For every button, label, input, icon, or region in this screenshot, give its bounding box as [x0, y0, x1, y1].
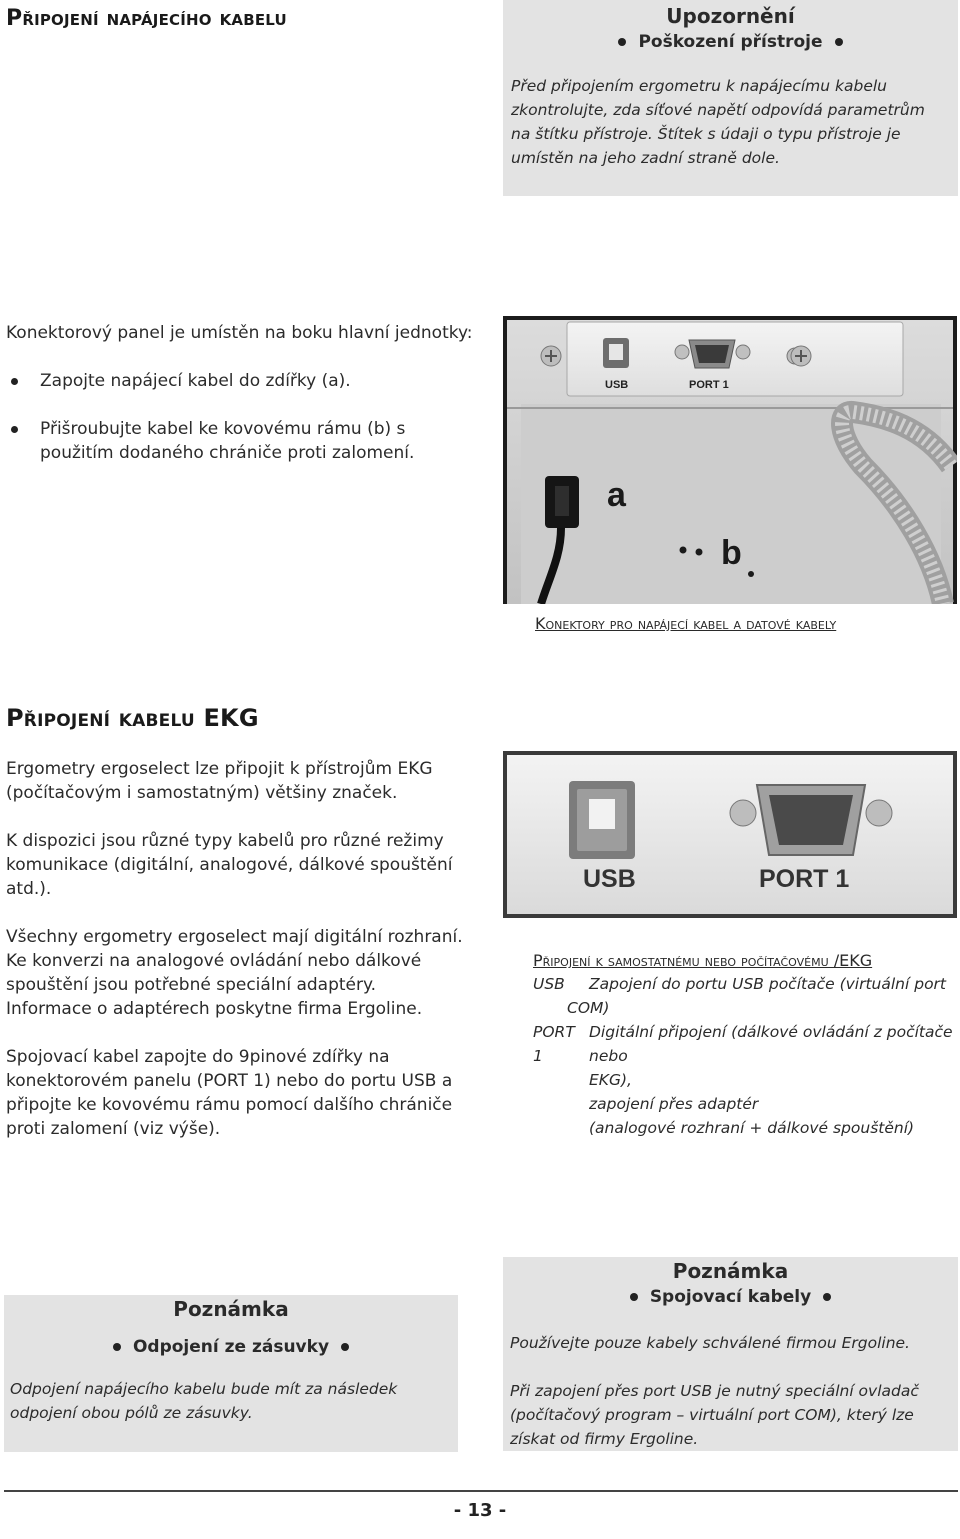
list-item: Zapojte napájecí kabel do zdířky (a).	[6, 369, 466, 393]
connector-panel-intro: Konektorový panel je umístěn na boku hlavní jednotky:	[6, 323, 473, 343]
connection-row-usb	[533, 972, 958, 996]
section-heading-ekg-cable: Připojení kabelu EKG	[6, 704, 259, 732]
note-title: Poznámka	[173, 1297, 289, 1321]
paragraph: Spojovací kabel zapojte do 9pinové zdířky na konektorovém panelu (PORT 1) nebo do portu USB a připojte ke kovovému rámu pomocí dalšího chrániče proti zalomení (viz výše).	[6, 1047, 453, 1139]
connection-row-port1-cont	[533, 1116, 958, 1140]
paragraph: Ergometry ergoselect lze připojit k přístrojům EKG (počítačovým i samostatným) většiny značek.	[6, 759, 433, 803]
port1-label: PORT 1	[689, 379, 729, 391]
bullet-dot-icon	[630, 1293, 638, 1301]
footer-divider	[4, 1490, 958, 1492]
connection-value: EKG),	[589, 1071, 632, 1089]
usb-label: USB	[605, 379, 629, 391]
note-title: Poznámka	[672, 1259, 789, 1283]
connection-value: Digitální připojení (dálkové ovládání z počítače nebo	[589, 1023, 953, 1065]
ekg-body-text	[6, 757, 466, 1165]
note-text: Při zapojení přes port USB je nutný speciální ovladač (počítačový program – virtuální port COM), který lze získat od firmy Ergoline.	[510, 1382, 919, 1448]
bullet-dot-icon	[618, 38, 626, 46]
paragraph: K dispozici jsou různé typy kabelů pro různé režimy komunikace (digitální, analogové, dálkové spouštění atd.).	[6, 831, 453, 899]
connector-panel-photo	[503, 316, 957, 604]
connector-bullet-list	[6, 369, 466, 465]
ports-closeup-photo-graphic	[503, 751, 957, 918]
connection-row-port1-cont	[533, 1092, 958, 1116]
note-text: Používejte pouze kabely schválené firmou Ergoline.	[510, 1334, 910, 1352]
connection-row-port1-cont	[533, 1068, 958, 1092]
bullet-dot-icon	[835, 38, 843, 46]
connection-key: USB	[533, 975, 565, 993]
bullet-dot-icon	[113, 1343, 121, 1351]
connection-key: PORT 1	[533, 1023, 575, 1065]
warning-box	[503, 0, 958, 196]
page-number: - 13 -	[453, 1500, 507, 1521]
photo-caption: Konektory pro napájecí kabel a datové kabely	[535, 614, 837, 633]
usb-label: USB	[583, 865, 636, 893]
note-text: Odpojení napájecího kabelu bude mít za následek odpojení obou pólů ze zásuvky.	[10, 1380, 398, 1422]
connection-value: COM)	[567, 999, 610, 1017]
warning-text: Před připojením ergometru k napájecímu kabelu zkontrolujte, zda síťové napětí odpovídá parametrům na štítku přístroje. Štítek s údaji o typu přístroje je umístěn na jeho zadní straně dole.	[511, 77, 925, 167]
photo-label-a: a	[607, 476, 626, 514]
connection-info	[533, 951, 958, 1140]
connection-row-usb-cont	[533, 996, 958, 1020]
warning-subtitle: Poškození přístroje	[503, 32, 958, 52]
list-item: Přišroubujte kabel ke kovovému rámu (b) s použitím dodaného chrániče proti zalomení.	[6, 417, 466, 465]
photo-label-b: b	[721, 534, 742, 572]
note-box-unplug	[4, 1295, 458, 1452]
ports-closeup-photo	[503, 751, 957, 918]
note-box-cables	[503, 1257, 958, 1451]
bullet-dot-icon	[823, 1293, 831, 1301]
connection-value: (analogové rozhraní + dálkové spouštění)	[589, 1119, 915, 1137]
connection-value: Zapojení do portu USB počítače (virtuální port	[589, 975, 946, 993]
warning-title: Upozornění	[666, 4, 795, 28]
bullet-dot-icon	[341, 1343, 349, 1351]
port1-label: PORT 1	[759, 865, 850, 893]
connector-panel-photo-graphic	[503, 316, 957, 604]
note-subtitle: Spojovací kabely	[503, 1287, 958, 1307]
connection-row-port1	[533, 1020, 958, 1068]
note-subtitle: Odpojení ze zásuvky	[4, 1337, 458, 1357]
connection-value: zapojení přes adaptér	[589, 1095, 759, 1113]
connection-info-title: Připojení k samostatnému nebo počítačovému /EKG	[533, 951, 873, 970]
paragraph: Všechny ergometry ergoselect mají digitální rozhraní. Ke konverzi na analogové ovládání nebo dálkové spouštění jsou potřebné speciální adaptéry. Informace o adaptérech poskytne firma Ergoline.	[6, 927, 463, 1019]
section-heading-power-cable: Připojení napájecího kabelu	[6, 6, 287, 31]
